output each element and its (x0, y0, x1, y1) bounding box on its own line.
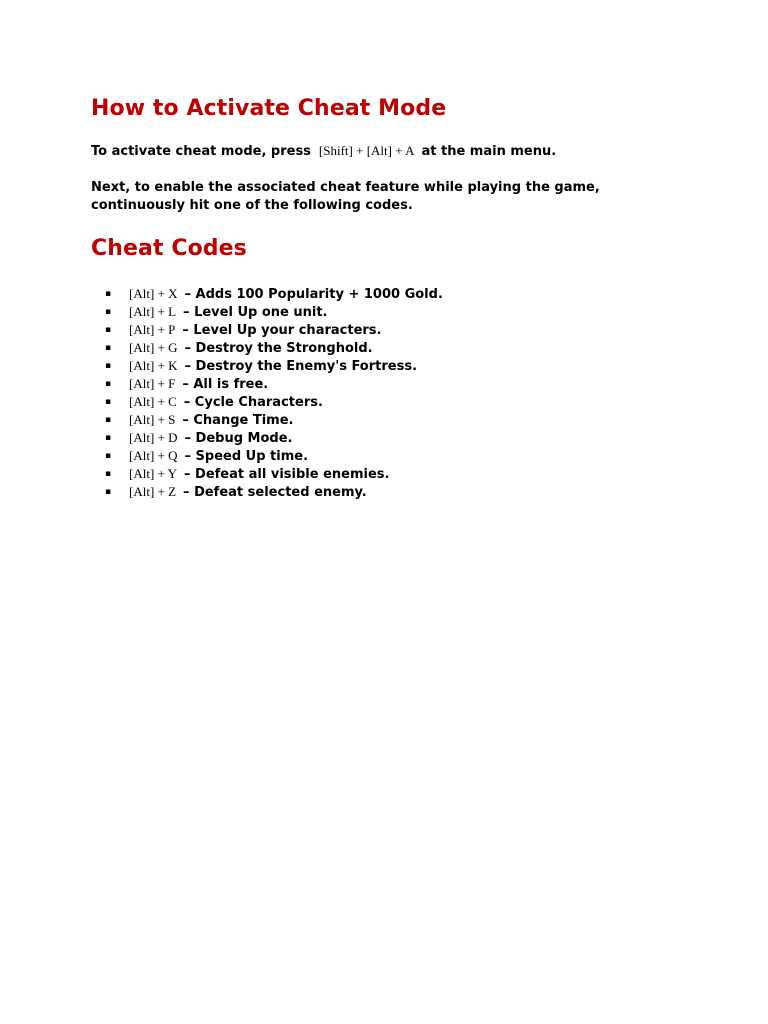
cheat-key-combo: [Alt] + K (129, 358, 178, 373)
cheat-code-list (91, 285, 731, 501)
activate-text-before: To activate cheat mode, press (91, 144, 311, 159)
bullet-icon: ▪ (105, 415, 112, 425)
activate-key-combo: [Shift] + [Alt] + A (318, 143, 415, 158)
page-title: How to Activate Cheat Mode (91, 96, 447, 121)
cheat-description: – Defeat selected enemy. (183, 485, 367, 500)
bullet-icon: ▪ (105, 379, 112, 389)
cheat-key-combo: [Alt] + G (129, 340, 178, 355)
list-item (91, 339, 731, 357)
cheat-key-combo: [Alt] + Y (129, 466, 178, 481)
bullet-icon: ▪ (105, 397, 112, 407)
bullet-icon: ▪ (105, 307, 112, 317)
cheat-key-combo: [Alt] + L (129, 304, 177, 319)
next-instruction-line1: Next, to enable the associated cheat feature while playing the game, (91, 180, 600, 195)
cheat-description: – All is free. (182, 377, 269, 392)
bullet-icon: ▪ (105, 469, 112, 479)
bullet-icon: ▪ (105, 289, 112, 299)
list-item (91, 393, 731, 411)
cheat-key-combo: [Alt] + F (129, 376, 176, 391)
list-item (91, 357, 731, 375)
next-instruction-line2: continuously hit one of the following codes. (91, 198, 413, 213)
list-item (91, 321, 731, 339)
cheat-description: – Speed Up time. (184, 449, 309, 464)
cheat-description: – Change Time. (182, 413, 294, 428)
cheat-description: – Cycle Characters. (183, 395, 323, 410)
cheat-description: – Adds 100 Popularity + 1000 Gold. (184, 287, 443, 302)
next-instruction (91, 179, 731, 215)
cheat-description: – Level Up one unit. (183, 305, 328, 320)
section-title-cheat-codes: Cheat Codes (91, 236, 247, 261)
list-item (91, 303, 731, 321)
cheat-key-combo: [Alt] + S (129, 412, 176, 427)
cheat-description: – Level Up your characters. (182, 323, 382, 338)
list-item (91, 429, 731, 447)
bullet-icon: ▪ (105, 433, 112, 443)
cheat-key-combo: [Alt] + D (129, 430, 178, 445)
cheat-key-combo: [Alt] + P (129, 322, 176, 337)
cheat-key-combo: [Alt] + Q (129, 448, 178, 463)
cheat-key-combo: [Alt] + Z (129, 484, 177, 499)
bullet-icon: ▪ (105, 325, 112, 335)
activate-text-after: at the main menu. (421, 144, 557, 159)
list-item (91, 447, 731, 465)
cheat-key-combo: [Alt] + C (129, 394, 177, 409)
cheat-description: – Destroy the Stronghold. (184, 341, 373, 356)
cheat-description: – Defeat all visible enemies. (184, 467, 390, 482)
cheat-key-combo: [Alt] + X (129, 286, 178, 301)
bullet-icon: ▪ (105, 487, 112, 497)
bullet-icon: ▪ (105, 343, 112, 353)
list-item (91, 465, 731, 483)
document-page (91, 92, 731, 501)
list-item (91, 285, 731, 303)
bullet-icon: ▪ (105, 451, 112, 461)
list-item (91, 411, 731, 429)
list-item (91, 483, 731, 501)
bullet-icon: ▪ (105, 361, 112, 371)
activate-instruction (91, 142, 731, 161)
cheat-description: – Debug Mode. (184, 431, 293, 446)
cheat-description: – Destroy the Enemy's Fortress. (184, 359, 418, 374)
list-item (91, 375, 731, 393)
